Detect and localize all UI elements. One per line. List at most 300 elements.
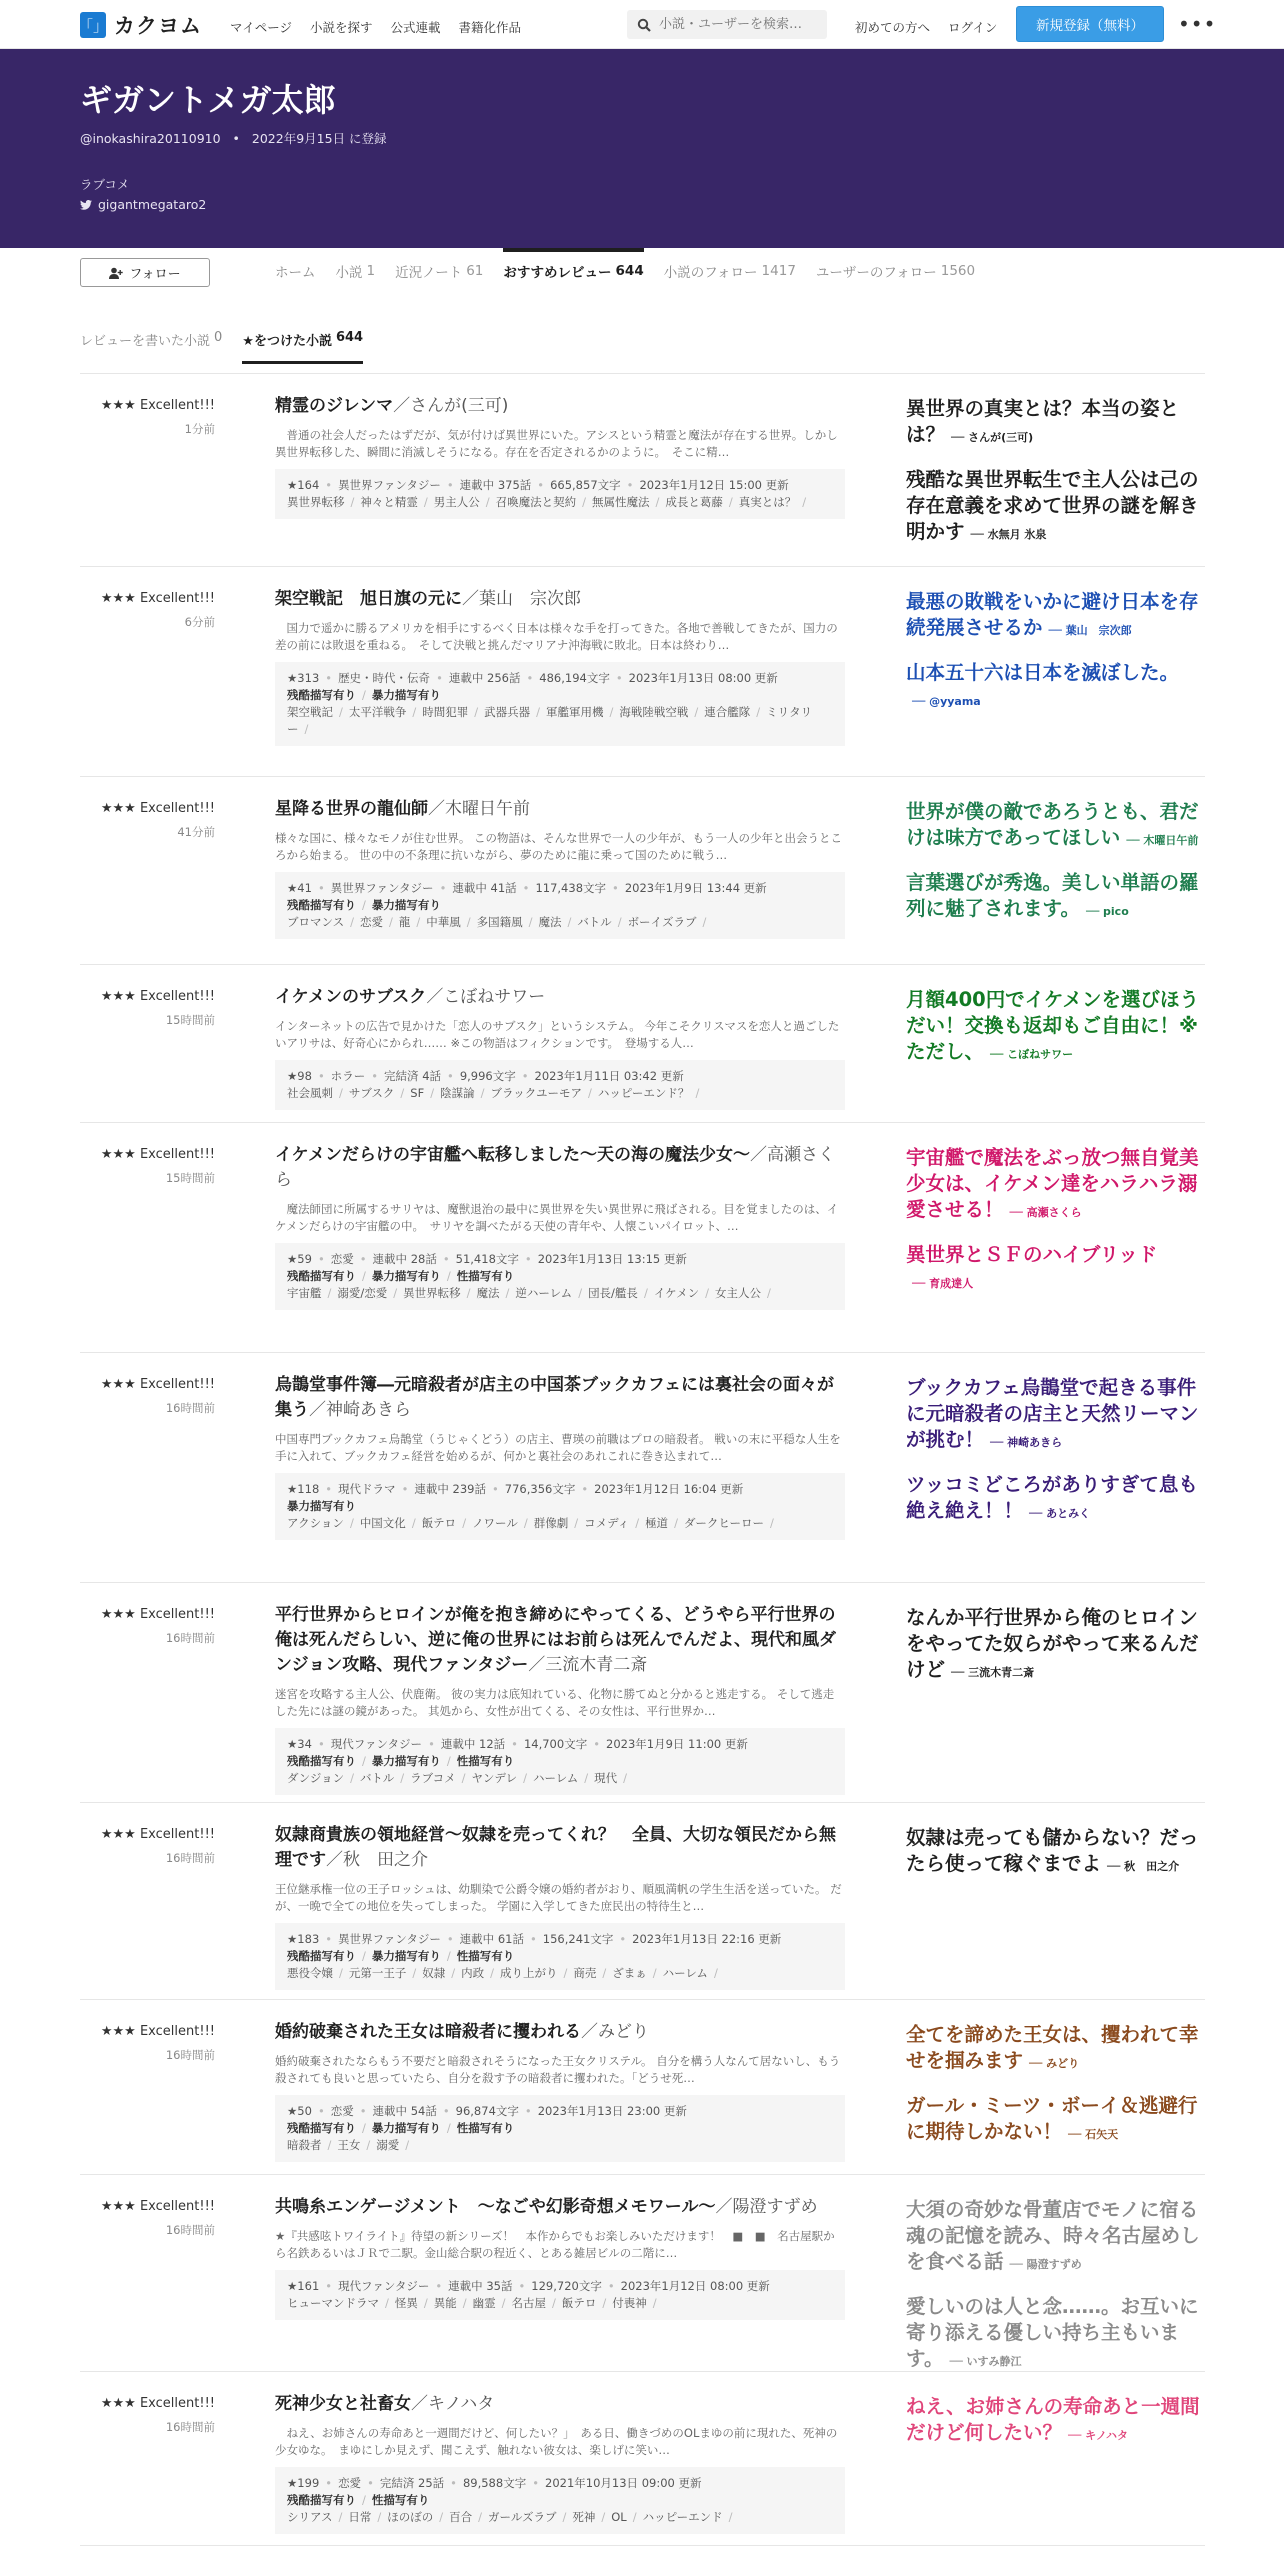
info-separator: • xyxy=(442,2104,450,2118)
info-separator: • xyxy=(325,1932,333,1946)
work-info-box xyxy=(275,1060,845,1110)
rating-label: ★★★ Excellent!!! xyxy=(100,1377,215,1392)
info-separator: • xyxy=(593,1737,600,1751)
follow-label: フォロー xyxy=(129,267,181,282)
work-heading xyxy=(275,2195,845,2220)
work-tag[interactable]: 架空戦記 xyxy=(287,705,333,719)
tab-label: 近況ノート xyxy=(395,265,463,281)
work-heading xyxy=(275,797,845,822)
work-tag[interactable]: ほのぼの xyxy=(387,2510,434,2524)
work-tag[interactable]: 百合 xyxy=(449,2510,473,2524)
work-tag[interactable]: 中華風 xyxy=(426,915,461,929)
work-tag[interactable]: 元第一王子 xyxy=(348,1966,407,1980)
rating-label: ★★★ Excellent!!! xyxy=(100,2024,215,2039)
work-tag[interactable]: 怪異 xyxy=(394,2296,418,2310)
work-tag[interactable]: ざまぁ xyxy=(612,1966,647,1980)
info-separator: • xyxy=(626,478,634,492)
work-author-link[interactable]: ／陽澄すずめ xyxy=(715,2197,818,2217)
more-menu-icon[interactable]: ••• xyxy=(1178,12,1217,36)
work-tag[interactable]: ブロマンス xyxy=(287,915,345,929)
review-author: 木曜日午前 xyxy=(1143,834,1199,847)
work-heading xyxy=(275,1373,845,1423)
nav-search-novels[interactable]: 小説を探す xyxy=(310,20,373,35)
review-catchphrase[interactable] xyxy=(906,1242,1206,1297)
review-catchphrase[interactable] xyxy=(906,396,1206,451)
rated-time: 16時間前 xyxy=(165,2223,215,2237)
work-tag[interactable]: 日常 xyxy=(348,2510,372,2524)
review-by: ── 育成達人 xyxy=(912,1277,974,1290)
review-catchphrase[interactable] xyxy=(906,2093,1206,2148)
review-catchphrase[interactable] xyxy=(906,987,1206,1068)
rating-meta xyxy=(80,2396,215,2435)
review-text: 全てを諦めた王女は、攫われて幸せを掴みます xyxy=(906,2023,1199,2072)
review-catchphrase[interactable] xyxy=(906,1472,1206,1527)
work-tag[interactable]: 悪役令嬢 xyxy=(287,1966,333,1980)
nav-mypage[interactable]: マイページ xyxy=(230,20,293,35)
work-author-link[interactable]: ／キノハタ xyxy=(411,2394,495,2414)
work-tag[interactable]: 無属性魔法 xyxy=(592,495,650,509)
work-tag[interactable]: イケメン xyxy=(653,1286,700,1300)
work-author-link[interactable]: ／さんが(三可) xyxy=(393,396,509,416)
work-tag[interactable]: 宇宙艦 xyxy=(287,1286,322,1300)
info-separator: / xyxy=(350,495,355,509)
work-tag[interactable]: 付喪神 xyxy=(612,2296,647,2310)
content-flag: 残酷描写有り xyxy=(287,898,356,912)
subtab-label: ★をつけた小説 xyxy=(242,334,332,349)
work-info xyxy=(275,1823,845,1990)
info-separator: / xyxy=(327,2138,332,2152)
work-tag[interactable]: ヒューマンドラマ xyxy=(287,2296,379,2310)
work-stat: 89,588文字 xyxy=(462,2476,527,2490)
review-text: 世界が僕の敵であろうとも、君だけは味方であってほしい xyxy=(906,800,1199,849)
work-title-link[interactable]: 共鳴糸エンゲージメント 〜なごや幻影奇想メモワール〜 xyxy=(275,2197,716,2217)
work-info-box xyxy=(275,872,845,939)
review-column xyxy=(906,987,1206,1084)
work-tag[interactable]: 極道 xyxy=(645,1516,669,1530)
info-separator: / xyxy=(451,1966,456,1980)
work-tag[interactable]: 幽霊 xyxy=(472,2296,496,2310)
info-separator: • xyxy=(436,671,443,685)
work-intro: 王位継承権一位の王子ロッシュは、幼馴染で公爵令嬢の婚約者がおり、順風満帆の学生生活を送っていた。 だが、一晩で全ての地位を失ってしまった。 学園に入学してきた庶民出の特待生と… xyxy=(275,1882,842,1913)
content-flags xyxy=(287,2492,833,2509)
work-intro: 魔法師団に所属するサリヤは、魔獣退治の最中に異世界を失い異世界に飛ばされる。目を覚ましたのは、イケメンだらけの宇宙艦の中。 サリヤを調べたがる天使の青年や、人懐こいパイロット、… xyxy=(275,1202,839,1233)
work-stats xyxy=(287,2475,833,2492)
work-tag[interactable]: 時間犯罪 xyxy=(422,705,469,719)
work-author-link[interactable]: ／葉山 宗次郎 xyxy=(462,589,581,609)
review-author: キノハタ xyxy=(1085,2429,1128,2442)
work-stat: 2023年1月12日 15:00 更新 xyxy=(639,478,789,492)
work-tag[interactable]: 異能 xyxy=(433,2296,457,2310)
work-stat: 2023年1月13日 13:15 更新 xyxy=(537,1252,687,1266)
work-title-link[interactable]: イケメンだらけの宇宙艦へ転移しました～天の海の魔法少女～ xyxy=(275,1145,750,1165)
work-tag[interactable]: 連合艦隊 xyxy=(704,705,751,719)
work-tag[interactable]: ガールズラブ xyxy=(488,2510,557,2524)
info-separator: / xyxy=(578,1286,583,1300)
work-info-box xyxy=(275,1923,845,1990)
review-by: ── さんが(三可) xyxy=(951,431,1034,444)
work-title-link[interactable]: 架空戦記 旭日旗の元に xyxy=(275,589,462,609)
work-tag[interactable]: 女主人公 xyxy=(715,1286,761,1300)
work-title-link[interactable]: 死神少女と社畜女 xyxy=(275,2394,411,2414)
work-heading xyxy=(275,1603,845,1678)
work-tag[interactable]: 現代 xyxy=(594,1771,618,1785)
work-tag[interactable]: ミリタリー xyxy=(287,705,813,736)
info-separator: / xyxy=(756,705,761,719)
work-title-link[interactable]: 精霊のジレンマ xyxy=(275,396,394,416)
work-stat: 2023年1月11日 03:42 更新 xyxy=(534,1069,684,1083)
review-catchphrase[interactable] xyxy=(906,1605,1206,1686)
user-catchphrase: ラブコメ xyxy=(80,177,130,192)
review-author: 石矢天 xyxy=(1085,2128,1119,2141)
work-tag[interactable]: SF xyxy=(410,1086,425,1100)
info-separator: • xyxy=(435,2279,443,2293)
rating-meta xyxy=(80,1377,215,1416)
work-tag[interactable]: 名古屋 xyxy=(511,2296,546,2310)
work-tag[interactable]: 内政 xyxy=(461,1966,485,1980)
work-tag[interactable]: 成長と葛藤 xyxy=(665,495,723,509)
tab-novels[interactable] xyxy=(336,248,376,294)
tab-notes[interactable] xyxy=(395,248,483,294)
work-tag[interactable]: 中国文化 xyxy=(359,1516,406,1530)
review-by: ── こぼねサワー xyxy=(990,1048,1074,1061)
review-row xyxy=(80,1803,1205,2000)
info-separator: / xyxy=(430,1086,435,1100)
info-separator: / xyxy=(466,915,471,929)
follow-button[interactable] xyxy=(80,258,210,287)
work-tag[interactable]: 死神 xyxy=(572,2510,596,2524)
tab-label: おすすめレビュー xyxy=(503,265,612,281)
twitter-handle: gigantmegataro2 xyxy=(98,197,207,212)
work-title-link[interactable]: 平行世界からヒロインが俺を抱き締めにやってくる、どうやら平行世界の俺は死んだらしい、逆に俺の世界にはお前らは死んでんだよ、現代和風ダンジョン攻略、現代ファンタジー xyxy=(275,1605,836,1675)
work-tag[interactable]: 団長/艦長 xyxy=(588,1286,638,1300)
info-separator: / xyxy=(655,495,660,509)
review-by: ── 石矢天 xyxy=(1068,2128,1119,2141)
work-tag[interactable]: 溺愛/恋愛 xyxy=(337,1286,388,1300)
info-separator: • xyxy=(491,1482,499,1496)
work-tag[interactable]: 陰謀論 xyxy=(440,1086,475,1100)
work-title-link[interactable]: 星降る世界の龍仙師 xyxy=(275,799,428,819)
info-separator: / xyxy=(412,1966,417,1980)
work-tag[interactable]: 商売 xyxy=(573,1966,597,1980)
work-tags xyxy=(287,1285,833,1302)
work-stat: 現代ファンタジー xyxy=(330,1737,423,1751)
review-column xyxy=(906,2197,1206,2391)
review-text: 宇宙艦で魔法をぶっ放つ無自覚美少女は、イケメン達をハラハラ溺愛させる！ xyxy=(906,1146,1199,1221)
review-text: 愛しいのは人と念……。お互いに寄り添える優しい持ち主もいます。 xyxy=(906,2295,1199,2370)
work-tag[interactable]: 成り上がり xyxy=(500,1966,558,1980)
work-tag[interactable]: 群像劇 xyxy=(533,1516,569,1530)
work-tag[interactable]: 社会風刺 xyxy=(287,1086,333,1100)
review-by: ── いすみ静江 xyxy=(949,2355,1022,2368)
work-tag[interactable]: 王女 xyxy=(337,2138,361,2152)
review-author: 葉山 宗次郎 xyxy=(1065,624,1132,637)
work-title-link[interactable]: 奴隷商貴族の領地経営〜奴隷を売ってくれ？ 全員、大切な領民だから無理です xyxy=(275,1825,836,1870)
work-tag[interactable]: ハーレム xyxy=(662,1966,708,1980)
work-stat: 2023年1月13日 08:00 更新 xyxy=(628,671,778,685)
tab-user-follows[interactable] xyxy=(816,248,975,294)
info-separator: / xyxy=(635,1516,640,1530)
work-tags xyxy=(287,914,833,931)
work-tag[interactable]: 奴隷 xyxy=(422,1966,446,1980)
search-input[interactable] xyxy=(659,17,809,32)
work-tag[interactable]: 召喚魔法と契約 xyxy=(495,495,577,509)
content-flags xyxy=(287,687,833,704)
work-tag[interactable]: 神々と精霊 xyxy=(360,495,418,509)
work-stat: ★183 xyxy=(287,1932,320,1946)
rated-time: 1分前 xyxy=(184,422,215,436)
work-heading xyxy=(275,394,845,419)
work-author-link[interactable]: ／高瀬さくら xyxy=(275,1145,835,1190)
work-stat: ★164 xyxy=(287,478,320,492)
info-separator: • xyxy=(511,1737,518,1751)
work-stat: ★313 xyxy=(287,671,320,685)
info-separator: / xyxy=(480,1086,485,1100)
review-by: ── みどり xyxy=(1029,2057,1080,2070)
work-tag[interactable]: シリアス xyxy=(287,2510,333,2524)
work-tag[interactable]: ヤンデレ xyxy=(471,1771,518,1785)
review-by: ── 陽澄すずめ xyxy=(1009,2258,1082,2271)
work-tag[interactable]: コメディ xyxy=(584,1516,630,1530)
review-text: 大須の奇妙な骨董店でモノに宿る魂の記憶を読み、時々名古屋めしを食べる話 xyxy=(906,2198,1200,2273)
nav-official-series[interactable]: 公式連載 xyxy=(390,20,441,35)
tab-count: 644 xyxy=(615,263,644,279)
work-info-box xyxy=(275,1728,845,1795)
info-separator: / xyxy=(462,1516,467,1530)
info-separator: / xyxy=(385,2296,389,2310)
info-separator: / xyxy=(563,1966,568,1980)
content-flag: 暴力描写有り xyxy=(371,2121,441,2135)
review-column xyxy=(906,1605,1206,1702)
tab-count: 61 xyxy=(466,263,484,279)
work-stat: ★59 xyxy=(287,1252,312,1266)
work-tag[interactable]: ハッピーエンド？ xyxy=(597,1086,690,1100)
rating-label: ★★★ Excellent!!! xyxy=(100,1607,215,1622)
work-tag[interactable]: ダンジョン xyxy=(287,1771,345,1785)
work-tag[interactable]: 溺愛 xyxy=(376,2138,400,2152)
work-tag[interactable]: ボーイズラブ xyxy=(627,915,697,929)
work-tag[interactable]: アクション xyxy=(287,1516,344,1530)
work-heading xyxy=(275,2392,845,2417)
review-row xyxy=(80,567,1205,777)
work-tag[interactable]: バトル xyxy=(577,915,612,929)
info-separator: • xyxy=(521,1069,529,1083)
work-stat: 連載中 41話 xyxy=(452,881,517,895)
info-separator: / xyxy=(574,1516,579,1530)
info-separator: / xyxy=(411,1516,416,1530)
login-link[interactable]: ログイン xyxy=(948,20,998,35)
work-info xyxy=(275,985,845,1110)
work-stats xyxy=(287,880,833,897)
review-text: 月額400円でイケメンを選びほうだい！交換も返却もご自由に！※ただし、 xyxy=(906,988,1200,1063)
tab-reviews[interactable] xyxy=(503,248,643,294)
work-tag[interactable]: OL xyxy=(611,2510,627,2524)
subtab-starred-novels[interactable] xyxy=(242,330,363,364)
user-name: ギガントメガ太郎 xyxy=(80,81,336,119)
work-stat: 14,700文字 xyxy=(523,1737,588,1751)
work-tag[interactable]: 暗殺者 xyxy=(287,2138,322,2152)
work-intro: 迷宮を攻略する主人公、伏鹿衛。 彼の実力は底知れている、化物に勝てぬと分かると逃走する。 そして逃走した先には謎の鏡があった。 其処から、女性が出てくる、その女性は、平行世界か… xyxy=(275,1687,835,1718)
work-stat: 歴史・時代・伝奇 xyxy=(338,671,431,685)
review-catchphrase[interactable] xyxy=(906,660,1206,715)
work-stat: 2023年1月13日 22:16 更新 xyxy=(632,1932,782,1946)
subtab-label: レビューを書いた小説 xyxy=(80,334,211,349)
work-tag[interactable]: ダークヒーロー xyxy=(683,1516,764,1530)
review-text: 異世界の真実とは？本当の姿とは？ xyxy=(906,397,1180,446)
info-separator: • xyxy=(607,2279,615,2293)
work-tag[interactable]: 真実とは？ xyxy=(738,495,797,509)
review-row xyxy=(80,1353,1205,1583)
work-tag[interactable]: 逆ハーレム xyxy=(515,1286,573,1300)
review-catchphrase[interactable] xyxy=(906,2394,1206,2449)
review-catchphrase[interactable] xyxy=(906,870,1206,925)
info-separator: / xyxy=(400,1086,405,1100)
review-author: 神崎あきら xyxy=(1007,1436,1063,1449)
work-tag[interactable]: 異世界転移 xyxy=(403,1286,461,1300)
info-separator: / xyxy=(362,1269,366,1283)
work-tag[interactable]: 魔法 xyxy=(476,1286,500,1300)
subtab-reviewed-novels[interactable] xyxy=(80,330,222,364)
work-tag[interactable]: 男主人公 xyxy=(433,495,480,509)
work-stat: 恋愛 xyxy=(338,2476,362,2490)
review-catchphrase[interactable] xyxy=(906,1145,1206,1226)
info-separator: / xyxy=(705,1286,709,1300)
info-separator: • xyxy=(325,671,333,685)
review-catchphrase[interactable] xyxy=(906,467,1206,548)
review-column xyxy=(906,1145,1206,1313)
work-info-box xyxy=(275,2467,845,2534)
content-flag: 暴力描写有り xyxy=(371,1949,441,1963)
work-tag[interactable]: 太平洋戦争 xyxy=(348,705,407,719)
info-separator: • xyxy=(317,1069,325,1083)
work-tag[interactable]: ラブコメ xyxy=(410,1771,456,1785)
work-stat: 異世界ファンタジー xyxy=(338,478,441,492)
twitter-link[interactable] xyxy=(80,197,206,212)
review-catchphrase[interactable] xyxy=(906,589,1206,644)
info-separator: / xyxy=(389,915,393,929)
review-row xyxy=(80,1123,1205,1353)
work-tag[interactable]: 龍 xyxy=(398,915,411,929)
first-time-link[interactable]: 初めての方へ xyxy=(855,20,931,35)
work-tag[interactable]: ノワール xyxy=(472,1516,518,1530)
search-box[interactable] xyxy=(627,10,827,39)
work-title-link[interactable]: 烏鵲堂事件簿―元暗殺者が店主の中国茶ブックカフェには裏社会の面々が集う xyxy=(275,1375,834,1420)
review-text: ツッコミどころがありすぎて息も絶え絶え！！ xyxy=(906,1473,1198,1522)
info-separator: • xyxy=(522,881,530,895)
info-separator: / xyxy=(393,1286,398,1300)
review-author: 三流木青二斎 xyxy=(968,1666,1035,1679)
work-tag[interactable]: 異世界転移 xyxy=(287,495,345,509)
info-separator: / xyxy=(485,495,490,509)
work-tag[interactable]: 軍艦軍用機 xyxy=(546,705,604,719)
rating-label: ★★★ Excellent!!! xyxy=(100,2199,215,2214)
info-separator: • xyxy=(359,1252,367,1266)
work-author-link[interactable]: ／木曜日午前 xyxy=(428,799,530,819)
work-stat: ★118 xyxy=(287,1482,320,1496)
work-tag[interactable]: 恋愛 xyxy=(360,915,384,929)
work-tag[interactable]: 飯テロ xyxy=(561,2296,597,2310)
work-title-link[interactable]: 婚約破棄された王女は暗殺者に攫われる xyxy=(275,2022,581,2042)
review-by: ── 水無月 氷泉 xyxy=(970,528,1047,541)
user-meta xyxy=(80,129,387,147)
work-tag[interactable]: 魔法 xyxy=(538,915,562,929)
info-separator: • xyxy=(317,2104,325,2118)
info-separator: • xyxy=(581,1482,589,1496)
work-tags xyxy=(287,2137,833,2154)
review-by: ── @yyama xyxy=(912,695,981,708)
review-by: ── 木曜日午前 xyxy=(1126,834,1199,847)
work-title-link[interactable]: イケメンのサブスク xyxy=(275,987,427,1007)
rated-time: 16時間前 xyxy=(165,1401,215,1415)
info-separator: • xyxy=(612,881,619,895)
rating-label: ★★★ Excellent!!! xyxy=(100,989,215,1004)
info-separator: / xyxy=(377,2510,382,2524)
review-catchphrase[interactable] xyxy=(906,2022,1206,2077)
review-catchphrase[interactable] xyxy=(906,1375,1206,1456)
signup-button[interactable]: 新規登録（無料） xyxy=(1016,6,1164,42)
work-tag[interactable]: 武器兵器 xyxy=(484,705,531,719)
info-separator: / xyxy=(423,2296,428,2310)
info-separator: / xyxy=(400,1771,405,1785)
work-intro: 様々な国に、様々なモノが住む世界。 この物語は、そんな世界で一人の少年が、もう一人の少年と出会うところから始まる。 世の中の不条理に抗いながら、夢のために龍に乗って国のために戦う… xyxy=(275,831,843,862)
rating-meta xyxy=(80,989,215,1028)
content-flags xyxy=(287,1268,833,1285)
work-info xyxy=(275,587,845,746)
review-column xyxy=(906,2022,1206,2164)
review-author: pico xyxy=(1103,905,1129,918)
profile-tabs xyxy=(275,248,975,294)
work-author-link[interactable]: ／こぼねサワー xyxy=(426,987,546,1007)
work-author-link[interactable]: ／三流木青二斎 xyxy=(528,1655,648,1675)
work-author-link[interactable]: ／みどり xyxy=(581,2022,649,2042)
work-stat: 連載中 35話 xyxy=(448,2279,513,2293)
work-info xyxy=(275,2020,845,2162)
work-author-link[interactable]: ／神崎あきら xyxy=(309,1400,411,1420)
work-tag[interactable]: 多国籍風 xyxy=(476,915,523,929)
info-separator: • xyxy=(325,2476,333,2490)
nav-published-works[interactable]: 書籍化作品 xyxy=(458,20,522,35)
info-separator: • xyxy=(447,1069,454,1083)
work-tag[interactable]: ハッピーエンド xyxy=(642,2510,723,2524)
tab-home[interactable] xyxy=(275,248,316,294)
info-separator: / xyxy=(446,1949,451,1963)
work-tag[interactable]: 海戦陸戦空戦 xyxy=(619,705,689,719)
work-tag[interactable]: サブスク xyxy=(348,1086,395,1100)
work-author-link[interactable]: ／秋 田之介 xyxy=(326,1850,428,1870)
work-tag[interactable]: ハーレム xyxy=(532,1771,579,1785)
work-tag[interactable]: バトル xyxy=(359,1771,395,1785)
work-stats xyxy=(287,1481,833,1498)
review-catchphrase[interactable] xyxy=(906,2197,1206,2278)
rating-label: ★★★ Excellent!!! xyxy=(100,2396,215,2411)
rating-meta xyxy=(80,2024,215,2063)
review-catchphrase[interactable] xyxy=(906,1825,1206,1880)
tab-novel-follows[interactable] xyxy=(664,248,796,294)
review-text: 言葉選びが秀逸。美しい単語の羅列に魅了されます。 xyxy=(906,871,1199,920)
info-separator: / xyxy=(466,1286,471,1300)
info-separator: / xyxy=(462,2296,467,2310)
work-tag[interactable]: 飯テロ xyxy=(421,1516,457,1530)
review-by: ── 葉山 宗次郎 xyxy=(1048,624,1132,637)
review-catchphrase[interactable] xyxy=(906,799,1206,854)
rated-time: 6分前 xyxy=(184,615,215,629)
content-flag: 性描写有り xyxy=(456,2121,515,2135)
info-separator: / xyxy=(584,1771,589,1785)
info-separator: / xyxy=(623,1771,628,1785)
review-catchphrase[interactable] xyxy=(906,2294,1206,2375)
work-stats xyxy=(287,1736,833,1753)
work-tag[interactable]: ブラックユーモア xyxy=(490,1086,583,1100)
kakuyomu-logo[interactable] xyxy=(80,10,202,40)
